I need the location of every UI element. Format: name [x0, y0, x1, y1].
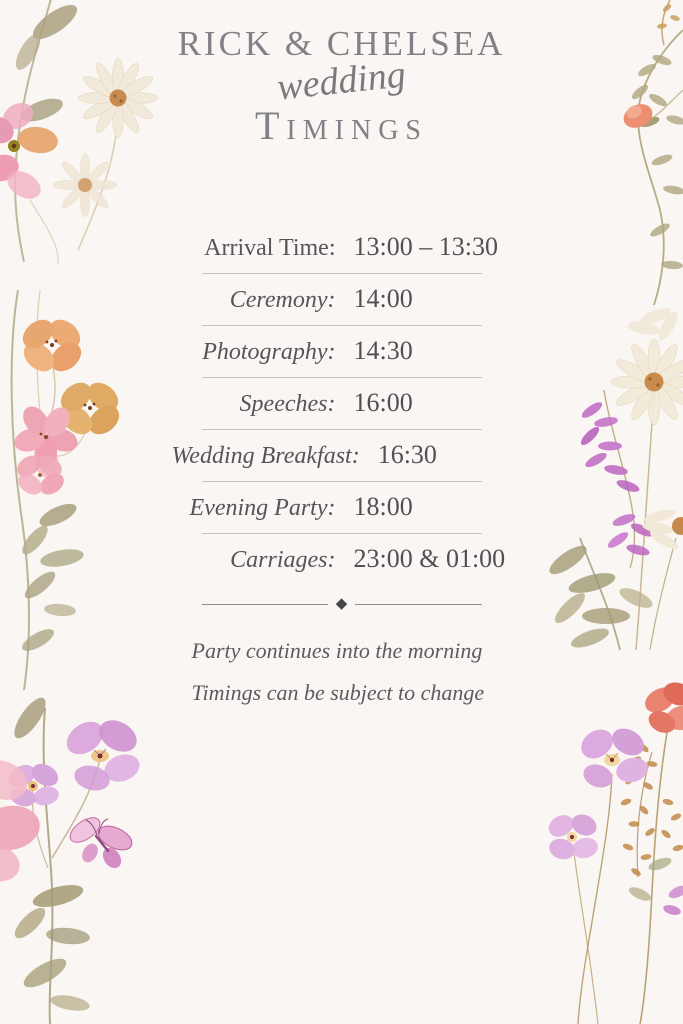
- stems: [32, 708, 100, 1024]
- accent-leaves: [627, 855, 683, 916]
- event-time: 16:00: [353, 388, 413, 418]
- lilac-pansy-small-illustration: [545, 810, 600, 862]
- schedule-row: [172, 274, 512, 325]
- wedding-script-word: wedding: [275, 53, 408, 109]
- event-time: 23:00 & 01:00: [353, 544, 506, 574]
- event-label: Evening Party:: [189, 495, 336, 522]
- footer-note-2: Timings can be subject to change: [191, 679, 485, 705]
- tan-seed-sprigs: [620, 742, 683, 877]
- schedule-table: [172, 222, 512, 585]
- event-label: Speeches:: [239, 391, 336, 418]
- divider-line-left: [202, 604, 328, 605]
- page-title: Timings: [255, 103, 428, 149]
- event-time: 13:00 – 13:30: [353, 232, 498, 262]
- purple-pansy-illustration: [61, 714, 144, 794]
- schedule-row: [172, 534, 512, 585]
- event-label: Wedding Breakfast:: [171, 443, 360, 470]
- schedule-row: [172, 482, 512, 533]
- floral-bottom-left: [0, 688, 190, 1024]
- lilac-pansy-illustration: [576, 723, 651, 791]
- leaves: [9, 693, 91, 1013]
- pink-petals: [0, 753, 43, 886]
- event-label: Ceremony:: [229, 287, 336, 314]
- event-time: 14:00: [353, 284, 413, 314]
- floral-bottom-right: [540, 652, 683, 1024]
- schedule-row: [172, 378, 512, 429]
- divider: [202, 597, 482, 612]
- event-label: Arrival Time:: [204, 235, 336, 262]
- daisy-small-illustration: [53, 153, 117, 217]
- main-content: [0, 222, 683, 706]
- butterfly-illustration: [66, 813, 136, 872]
- stems: [574, 727, 668, 1024]
- diamond-icon: ◆: [335, 596, 348, 613]
- event-time: 18:00: [353, 492, 413, 522]
- event-time: 16:30: [377, 440, 437, 470]
- header: [0, 0, 683, 148]
- purple-pansy-small-illustration: [5, 759, 62, 809]
- divider-line-right: [355, 604, 481, 605]
- schedule-row: [172, 222, 512, 273]
- event-label: Photography:: [202, 339, 336, 366]
- schedule-row: [172, 326, 512, 377]
- footer-note-1: Party continues into the morning: [191, 638, 483, 664]
- footer-notes: [192, 638, 492, 706]
- schedule-row: [172, 430, 512, 481]
- event-label: Carriages:: [230, 547, 336, 574]
- event-time: 14:30: [353, 336, 413, 366]
- couple-names: RICK & CHELSEA: [177, 24, 506, 63]
